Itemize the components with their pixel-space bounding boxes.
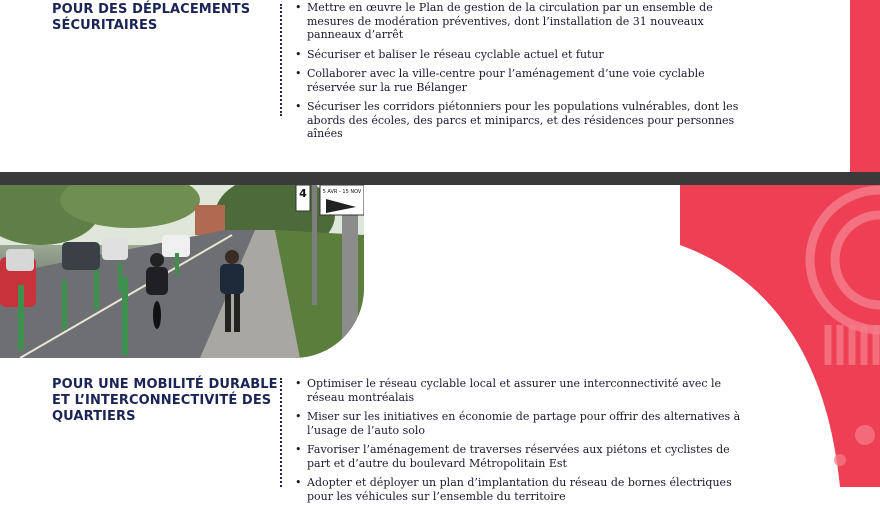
list-item: • Adopter et déployer un plan d’implantation du réseau de bornes électriques pour les véhicules sur l’ensemble du territoire	[295, 476, 755, 503]
heading-line: POUR DES DÉPLACEMENTS	[52, 2, 251, 17]
list-item: • Favoriser l’aménagement de traverses réservées aux piétons et cyclistes de part et d’autre du boulevard Métropolitain Est	[295, 443, 755, 470]
top-section-heading	[52, 2, 250, 34]
accent-stripe	[850, 0, 880, 172]
list-item: • Optimiser le réseau cyclable local et assurer une interconnectivité avec le réseau montréalais	[295, 377, 755, 404]
top-section-list	[295, 1, 755, 147]
bottom-section-heading	[52, 377, 278, 425]
heading-line: SÉCURITAIRES	[52, 18, 158, 33]
list-item: • Sécuriser et baliser le réseau cyclable actuel et futur	[295, 48, 755, 62]
list-item: • Collaborer avec la ville-centre pour l’aménagement d’une voie cyclable réservée sur la rue Bélanger	[295, 67, 755, 94]
top-section-panel	[0, 0, 880, 173]
street-illustration	[0, 185, 364, 358]
page-divider-band	[0, 172, 880, 185]
list-item: • Sécuriser les corridors piétonniers pour les populations vulnérables, dont les abords des écoles, des parcs et miniparcs, et des résidences pour personnes aînées	[295, 100, 755, 141]
heading-line: QUARTIERS	[52, 409, 136, 424]
dotted-separator	[280, 378, 282, 487]
bottom-section-list	[295, 377, 755, 509]
street-photo	[0, 185, 364, 358]
sign-text: 5 AVR - 15 NOV	[322, 189, 362, 195]
sign-number: 4	[299, 187, 307, 200]
heading-line: ET L’INTERCONNECTIVITÉ DES	[52, 393, 272, 408]
dotted-separator	[280, 4, 282, 116]
heading-line: POUR UNE MOBILITÉ DURABLE	[52, 377, 278, 392]
list-item: • Miser sur les initiatives en économie de partage pour offrir des alternatives à l’usage de l’auto solo	[295, 410, 755, 437]
list-item: • Mettre en œuvre le Plan de gestion de la circulation par un ensemble de mesures de modération préventives, dont l’installation de 31 nouveaux panneaux d’arrêt	[295, 1, 755, 42]
